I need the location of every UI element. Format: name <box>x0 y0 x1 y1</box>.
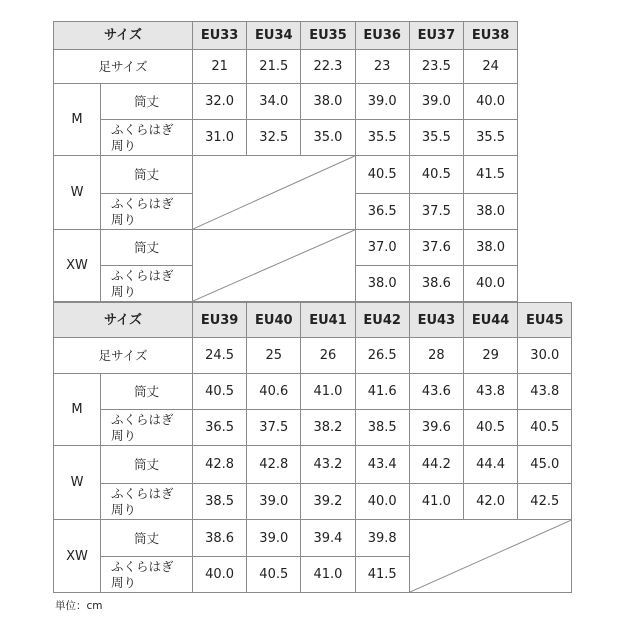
foot-size-label: 足サイズ <box>53 338 193 374</box>
shaft-height-value: 40.6 <box>247 374 301 410</box>
shaft-height-value: 38.0 <box>464 230 518 266</box>
calf-value: 35.5 <box>356 120 410 156</box>
size-header-eu42: EU42 <box>356 302 410 338</box>
calf-value: 36.5 <box>193 410 247 446</box>
calf-circumference-label <box>101 557 193 593</box>
shaft-height-value: 42.8 <box>247 446 301 484</box>
size-header-eu35: EU35 <box>301 21 355 50</box>
calf-label-line1: ふくらはぎ <box>111 558 174 574</box>
shaft-height-value: 38.0 <box>301 84 355 120</box>
foot-size-value: 21.5 <box>247 50 301 84</box>
foot-size-value: 30.0 <box>518 338 572 374</box>
size-header-eu38: EU38 <box>464 21 518 50</box>
calf-value: 42.5 <box>518 484 572 520</box>
shaft-height-value: 40.0 <box>464 84 518 120</box>
foot-size-value: 23.5 <box>410 50 464 84</box>
calf-label-line1: ふくらはぎ <box>111 267 174 283</box>
shaft-height-label: 筒丈 <box>101 520 193 557</box>
shaft-height-label: 筒丈 <box>101 156 193 194</box>
not-available-cell <box>193 230 356 302</box>
calf-value: 38.0 <box>356 266 410 302</box>
shaft-height-value: 45.0 <box>518 446 572 484</box>
foot-size-label: 足サイズ <box>53 50 193 84</box>
size-header-eu41: EU41 <box>301 302 355 338</box>
width-label-m: M <box>53 84 101 156</box>
shaft-height-value: 43.8 <box>464 374 518 410</box>
shaft-height-value: 43.2 <box>301 446 355 484</box>
calf-value: 35.5 <box>410 120 464 156</box>
diagonal-slash <box>193 230 355 301</box>
calf-label-line2: 周り <box>111 283 137 299</box>
calf-value: 41.0 <box>301 557 355 593</box>
shaft-height-label: 筒丈 <box>101 84 193 120</box>
calf-value: 41.0 <box>410 484 464 520</box>
calf-value: 39.2 <box>301 484 355 520</box>
diagonal-slash <box>410 520 572 592</box>
calf-value: 38.2 <box>301 410 355 446</box>
calf-value: 37.5 <box>247 410 301 446</box>
shaft-height-value: 44.2 <box>410 446 464 484</box>
shaft-height-value: 43.8 <box>518 374 572 410</box>
calf-label-line2: 周り <box>111 501 137 517</box>
calf-value: 40.0 <box>464 266 518 302</box>
calf-label-line1: ふくらはぎ <box>111 411 174 427</box>
foot-size-value: 26 <box>301 338 355 374</box>
shaft-height-value: 40.5 <box>356 156 410 194</box>
foot-size-value: 21 <box>193 50 247 84</box>
calf-value: 38.5 <box>356 410 410 446</box>
calf-circumference-label <box>101 484 193 520</box>
shaft-height-value: 39.8 <box>356 520 410 557</box>
calf-circumference-label <box>101 410 193 446</box>
shaft-height-value: 39.4 <box>301 520 355 557</box>
size-header-label: サイズ <box>53 21 193 50</box>
shaft-height-value: 44.4 <box>464 446 518 484</box>
shaft-height-label: 筒丈 <box>101 446 193 484</box>
shaft-height-value: 43.6 <box>410 374 464 410</box>
shaft-height-value: 41.0 <box>301 374 355 410</box>
width-label-m: M <box>53 374 101 446</box>
calf-value: 35.5 <box>464 120 518 156</box>
calf-value: 40.0 <box>356 484 410 520</box>
calf-label-line1: ふくらはぎ <box>111 195 174 211</box>
width-label-xw: XW <box>53 230 101 302</box>
not-available-cell <box>410 520 573 593</box>
size-header-eu40: EU40 <box>247 302 301 338</box>
foot-size-value: 23 <box>356 50 410 84</box>
foot-size-value: 22.3 <box>301 50 355 84</box>
foot-size-value: 25 <box>247 338 301 374</box>
shaft-height-value: 43.4 <box>356 446 410 484</box>
calf-value: 41.5 <box>356 557 410 593</box>
foot-size-value: 26.5 <box>356 338 410 374</box>
calf-value: 40.5 <box>464 410 518 446</box>
calf-label-line1: ふくらはぎ <box>111 485 174 501</box>
shaft-height-value: 37.6 <box>410 230 464 266</box>
calf-value: 31.0 <box>193 120 247 156</box>
foot-size-value: 28 <box>410 338 464 374</box>
size-header-eu36: EU36 <box>356 21 410 50</box>
width-label-w: W <box>53 156 101 230</box>
shaft-height-label: 筒丈 <box>101 374 193 410</box>
shaft-height-value: 39.0 <box>247 520 301 557</box>
calf-value: 37.5 <box>410 194 464 230</box>
calf-label-line2: 周り <box>111 427 137 443</box>
size-header-eu33: EU33 <box>193 21 247 50</box>
calf-value: 42.0 <box>464 484 518 520</box>
shaft-height-value: 40.5 <box>410 156 464 194</box>
calf-value: 32.5 <box>247 120 301 156</box>
calf-label-line1: ふくらはぎ <box>111 121 174 137</box>
diagonal-slash <box>193 156 355 229</box>
calf-value: 39.0 <box>247 484 301 520</box>
shaft-height-value: 38.6 <box>193 520 247 557</box>
shaft-height-value: 37.0 <box>356 230 410 266</box>
calf-circumference-label <box>101 120 193 156</box>
calf-value: 38.6 <box>410 266 464 302</box>
foot-size-value: 24 <box>464 50 518 84</box>
size-header-eu37: EU37 <box>410 21 464 50</box>
calf-label-line2: 周り <box>111 137 137 153</box>
shaft-height-value: 42.8 <box>193 446 247 484</box>
foot-size-value: 24.5 <box>193 338 247 374</box>
unit-note: 単位：cm <box>55 600 103 612</box>
shaft-height-value: 32.0 <box>193 84 247 120</box>
size-header-eu34: EU34 <box>247 21 301 50</box>
size-header-label: サイズ <box>53 302 193 338</box>
calf-value: 40.0 <box>193 557 247 593</box>
calf-value: 35.0 <box>301 120 355 156</box>
shaft-height-value: 40.5 <box>193 374 247 410</box>
shaft-height-value: 39.0 <box>356 84 410 120</box>
foot-size-value: 29 <box>464 338 518 374</box>
size-header-eu43: EU43 <box>410 302 464 338</box>
size-header-eu44: EU44 <box>464 302 518 338</box>
calf-circumference-label <box>101 266 193 302</box>
calf-value: 40.5 <box>247 557 301 593</box>
shaft-height-value: 39.0 <box>410 84 464 120</box>
width-label-xw: XW <box>53 520 101 593</box>
not-available-cell <box>193 156 356 230</box>
shaft-height-value: 41.5 <box>464 156 518 194</box>
shaft-height-value: 34.0 <box>247 84 301 120</box>
calf-value: 38.5 <box>193 484 247 520</box>
calf-value: 39.6 <box>410 410 464 446</box>
calf-label-line2: 周り <box>111 211 137 227</box>
calf-value: 36.5 <box>356 194 410 230</box>
calf-value: 40.5 <box>518 410 572 446</box>
shaft-height-value: 41.6 <box>356 374 410 410</box>
size-header-eu45: EU45 <box>518 302 572 338</box>
shaft-height-label: 筒丈 <box>101 230 193 266</box>
calf-value: 38.0 <box>464 194 518 230</box>
width-label-w: W <box>53 446 101 520</box>
calf-label-line2: 周り <box>111 574 137 590</box>
calf-circumference-label <box>101 194 193 230</box>
size-header-eu39: EU39 <box>193 302 247 338</box>
